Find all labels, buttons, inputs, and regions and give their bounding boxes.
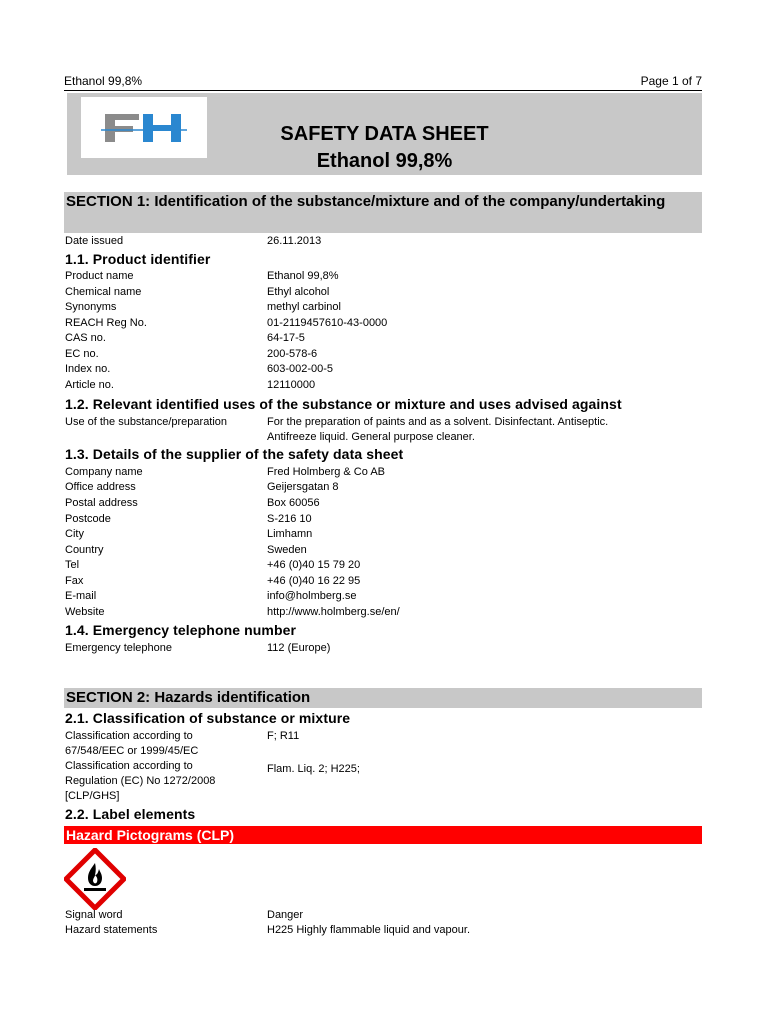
section-2-header: SECTION 2: Hazards identification	[64, 688, 702, 708]
hazard-pictograms-bar: Hazard Pictograms (CLP)	[64, 826, 702, 844]
title-banner	[67, 93, 702, 175]
document-page: Ethanol 99,8% Page 1 of 7 SAFETY DATA SHEET Ethanol 99,8% SECTION 1: Identification of the substance/mixture and of the company/undertaking Date issued 26.11.2013 1.1. Product identifier Product name Ethanol 99,8% Chemical name Ethyl alcohol Synonyms methyl carbinol REACH Reg No. 01-2119457610-43-0000 CAS no. 64-17-5 EC no. 200-578-6 Index no. 603-002-00-5 Article no. 12110000 1.2. Relevant identified uses of the substance or mixture and uses advised against Use of the substance/preparation For the preparation of paints and as a solvent. Disinfectant. Antiseptic. Antifreeze liquid. General purpose cleaner. 1.3. Details of the supplier of the safety data sheet Company name Fred Holmberg & Co AB Office address Geijersgatan 8 Postal address Box 60056 Postcode S-216 10 City Limhamn Country Sweden Tel +46 (0)40 15 79 20 Fax +46 (0)40 16 22 95 E-mail info@holmberg.se Website http://www.holmberg.se/en/ 1.4. Emergency telephone number Emergency telephone 112 (Europe) SECTION 2: Hazards identification 2.1. Classification of substance or mixture Classification according to 67/548/EEC or 1999/45/EC F; R11 Classification according to Regulation (EC) No 1272/2008 [CLP/GHS] Flam. Liq. 2; H225; 2.2. Label elements Hazard Pictograms (CLP) Signal word Danger Hazard statements H225 Highly flammable liquid and vapour.	[64, 74, 702, 936]
page-number: Page 1 of 7	[640, 74, 702, 88]
subsection-1-3-title: 1.3. Details of the supplier of the safety data sheet	[65, 446, 404, 462]
document-subtitle: Ethanol 99,8%	[316, 150, 453, 172]
document-title: SAFETY DATA SHEET	[280, 123, 489, 145]
email-link[interactable]: info@holmberg.se	[267, 590, 357, 602]
website-link[interactable]: http://www.holmberg.se/en/	[267, 606, 400, 618]
subsection-1-1-title: 1.1. Product identifier	[65, 251, 211, 267]
classification-dsd-row: Classification according to 67/548/EEC or 1999/45/EC F; R11	[65, 730, 300, 757]
doc-name: Ethanol 99,8%	[64, 74, 143, 88]
subsection-2-1-title: 2.1. Classification of substance or mixture	[65, 710, 351, 726]
section-1-header: SECTION 1: Identification of the substance/mixture and of the company/undertaking	[64, 192, 702, 233]
use-row: Use of the substance/preparation For the preparation of paints and as a solvent. Disinfectant. Antiseptic. Antifreeze liquid. General purpose cleaner.	[65, 416, 609, 443]
subsection-1-4-title: 1.4. Emergency telephone number	[65, 622, 297, 638]
subsection-1-2-title: 1.2. Relevant identified uses of the substance or mixture and uses advised against	[65, 396, 622, 412]
classification-clp-row: Classification according to Regulation (EC) No 1272/2008 [CLP/GHS] Flam. Liq. 2; H225;	[65, 760, 360, 802]
running-header	[64, 72, 702, 91]
flame-pictogram-icon	[64, 848, 126, 910]
subsection-2-2-title: 2.2. Label elements	[65, 806, 196, 822]
